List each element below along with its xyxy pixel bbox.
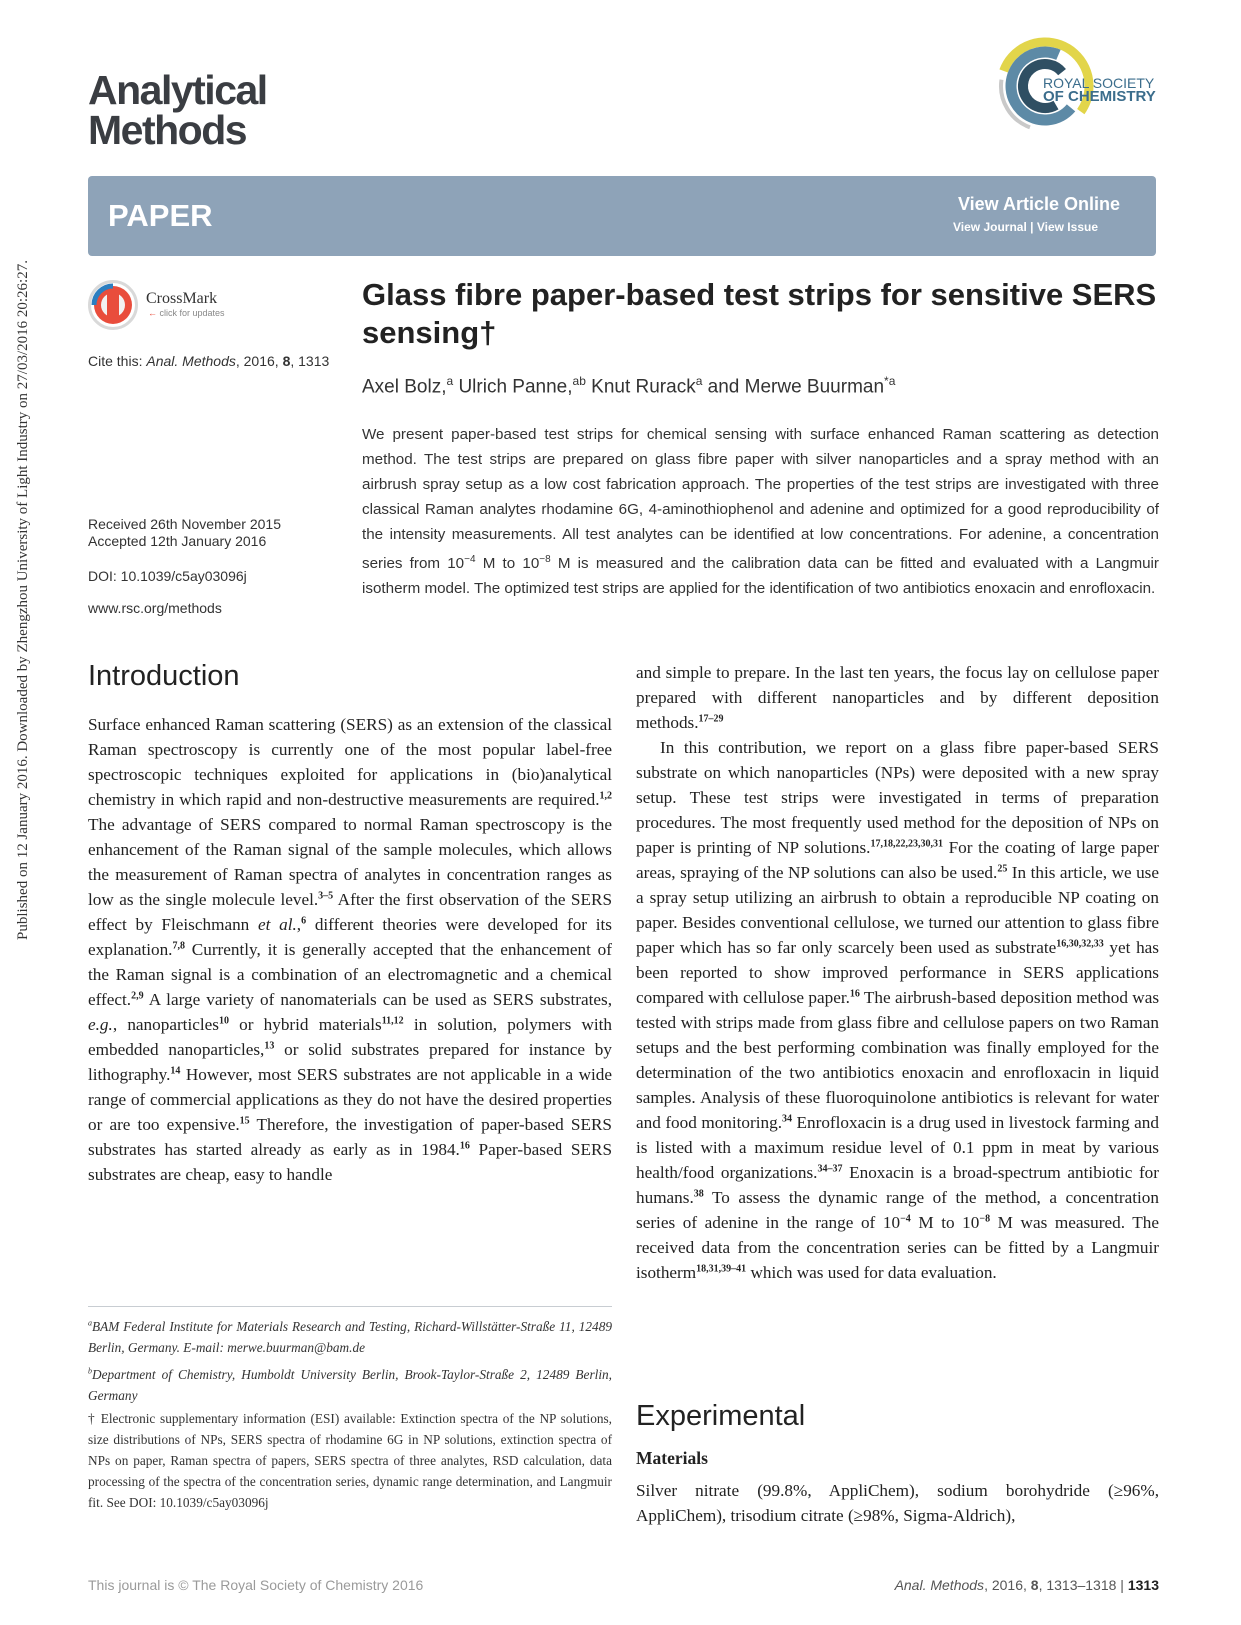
received-accepted-dates	[88, 516, 281, 550]
journal-title	[88, 67, 267, 153]
right-column-text	[636, 660, 1159, 1285]
rsc-wordmark-line1: ROYAL SOCIETY	[1043, 75, 1155, 91]
materials-text: Silver nitrate (99.8%, AppliChem), sodium borohydride (≥96%, AppliChem), trisodium citrate (≥98%, Sigma-Aldrich),	[636, 1481, 1159, 1525]
footnote-esi: † Electronic supplementary information (ESI) available: Extinction spectra of the NP solutions, size distributions of NPs, SERS spectra of rhodamine 6G in NP solutions, extinction spectra of NPs on paper, Raman spectra of papers, SERS spectra of three analytes, RSD calculation, data processing of the spectra of the concentration series, dynamic range determination, and Langmuir fit. See DOI: 10.1039/c5ay03096j	[88, 1410, 612, 1510]
article-type-banner	[88, 176, 1156, 256]
crossmark-badge[interactable]	[88, 278, 248, 338]
side-publication-note: Published on 12 January 2016. Downloaded by Zhengzhou University of Light Industry on 27/03/2016 20:26:27.	[15, 260, 31, 940]
crossmark-icon	[88, 280, 138, 330]
footer-copyright: This journal is © The Royal Society of Chemistry 2016	[88, 1577, 424, 1593]
article-title: Glass fibre paper-based test strips for sensitive SERS sensing†	[362, 277, 1157, 350]
footnote-divider	[88, 1306, 612, 1307]
view-article-online-link[interactable]: View Article Online	[957, 194, 1120, 214]
banner-separator: |	[1030, 220, 1034, 234]
footnote-affiliation-a: $^a$BAM Federal Institute for Materials Research and Testing, Richard-Willstätter-Straße 11, 12489 Berlin, Germany. E-mail: merwe.buurman@bam.de	[88, 1319, 612, 1356]
accepted-date: Accepted 12th January 2016	[88, 533, 267, 549]
introduction-text: Surface enhanced Raman scattering (SERS) as an extension of the classical Raman spectroscopy is currently one of the most popular label-free spectroscopic techniques exploited for applications in (bio)analytical chemistry in which rapid and non-destructive measurements are required.$^{1,2}$ The advantage of SERS compared to normal Raman spectroscopy is the enhancement of the Raman signal of the sample molecules, which allows the measurement of Raman spectra of analytes in concentration ranges as low as the single molecule level.$^{3-5}$ After the first observation of the SERS effect by Fleischmann et al.,$^6$ different theories were developed for its explanation.$^{7,8}$ Currently, it is generally accepted that the enhancement of the Raman signal is a combination of an electromagnetic and a chemical effect.$^{2,9}$ A large variety of nanomaterials can be used as SERS substrates, e.g., nanoparticles$^{10}$ or hybrid materials$^{11,12}$ in solution, polymers with embedded nanoparticles,$^{13}$ or solid substrates prepared for instance by lithography.$^{14}$ However, most SERS substrates are not applicable in a wide range of commercial applications as they do not have the desired properties or are too expensive.$^{15}$ Therefore, the investigation of paper-based SERS substrates has started already as early as in 1984.16 Paper-based SERS substrates are cheap, easy to handle	[88, 715, 613, 1184]
footer-citation: Anal. Methods, 2016, 8, 1313–1318 | 1313	[894, 1577, 1159, 1593]
rsc-wordmark	[1043, 76, 1156, 104]
crossmark-label: CrossMark	[146, 290, 218, 307]
doi-line[interactable]: DOI: 10.1039/c5ay03096j	[88, 568, 247, 584]
introduction-heading: Introduction	[88, 660, 240, 692]
received-date: Received 26th November 2015	[88, 516, 282, 532]
view-journal-link[interactable]: View Journal	[952, 220, 1027, 234]
view-issue-link[interactable]: View Issue	[1036, 220, 1098, 234]
journal-title-line2: Methods	[88, 107, 247, 153]
journal-title-line1: Analytical	[88, 67, 267, 113]
materials-subheading: Materials	[636, 1448, 708, 1468]
experimental-heading: Experimental	[636, 1400, 806, 1432]
rsc-wordmark-line2: OF CHEMISTRY	[1043, 88, 1156, 105]
crossmark-sub-label: ← click for updates	[148, 308, 225, 318]
footnotes	[88, 1313, 612, 1515]
footnote-affiliation-b: $^b$Department of Chemistry, Humboldt University Berlin, Brook-Taylor-Straße 2, 12489 Berlin, Germany	[88, 1366, 612, 1403]
left-arrow-icon: ←	[148, 308, 157, 318]
citation-line: Cite this: Anal. Methods, 2016, 8, 1313	[88, 353, 330, 369]
author-list: Axel Bolz,$^a$ Ulrich Panne,$^{ab}$ Knut Rurack$^a$ and Merwe Buurman$^{*a}$	[362, 374, 896, 398]
article-type-label: PAPER	[108, 198, 213, 233]
paragraph-contribution: In this contribution, we report on a glass fibre paper-based SERS substrate on which nanoparticles (NPs) were deposited with a new spray setup. These test strips were investigated in terms of preparation procedures. The most frequently used method for the deposition of NPs on paper is printing of NP solutions.$^{17,18,22,23,30,31}$ For the coating of large paper areas, spraying of the NP solutions can also be used.$^{25}$ In this article, we use a spray setup utilizing an airbrush to obtain a reproducible NP coating on paper. Besides conventional cellulose, we turned our attention to glass fibre paper which has so far only scarcely been used as substrate$^{16,30,32,33}$ yet has been reported to show improved performance in SERS applications compared with cellulose paper.$^{16}$ The airbrush-based deposition method was tested with strips made from glass fibre and cellulose papers on two Raman setups and the best performing combination was finally employed for the determination of the two antibiotics enoxacin and enrofloxacin in liquid samples. Analysis of these fluoroquinolone antibiotics is relevant for water and food monitoring.$^{34}$ Enrofloxacin is a drug used in livestock farming and is listed with a maximum residue level of 0.1 ppm in meat by various health/food organizations.$^{34-37}$ Enoxacin is a broad-spectrum antibiotic for humans.$^{38}$ To assess the dynamic range of the method, a concentration series of adenine in the range of $10^{-4}$ M to $10^{-8}$ M was measured. The received data from the concentration series can be fitted by a Langmuir isotherm$^{18,31,39-41}$ which was used for data evaluation.	[636, 738, 1160, 1282]
banner-links	[953, 220, 1098, 234]
paragraph-continued: and simple to prepare. In the last ten years, the focus lay on cellulose paper prepared with different nanoparticles and by different deposition methods.$^{17-29}$	[636, 663, 1159, 732]
journal-website-link[interactable]: www.rsc.org/methods	[88, 600, 222, 616]
abstract: We present paper-based test strips for chemical sensing with surface enhanced Raman scattering as detection method. The test strips are prepared on glass fibre paper with silver nanoparticles and a spray method with an airbrush spray setup as a low cost fabrication approach. The properties of the test strips are investigated with three classical Raman analytes rhodamine 6G, 4-aminothiophenol and adenine and optimized for a good reproducibility of the intensity measurements. All test analytes can be identified at low concentrations. For adenine, a concentration series from $10^{-4}$ M to $10^{-8}$ M is measured and the calibration data can be fitted and evaluated with a Langmuir isotherm model. The optimized test strips are applied for the identification of two antibiotics enoxacin and enrofloxacin.	[362, 426, 1159, 598]
